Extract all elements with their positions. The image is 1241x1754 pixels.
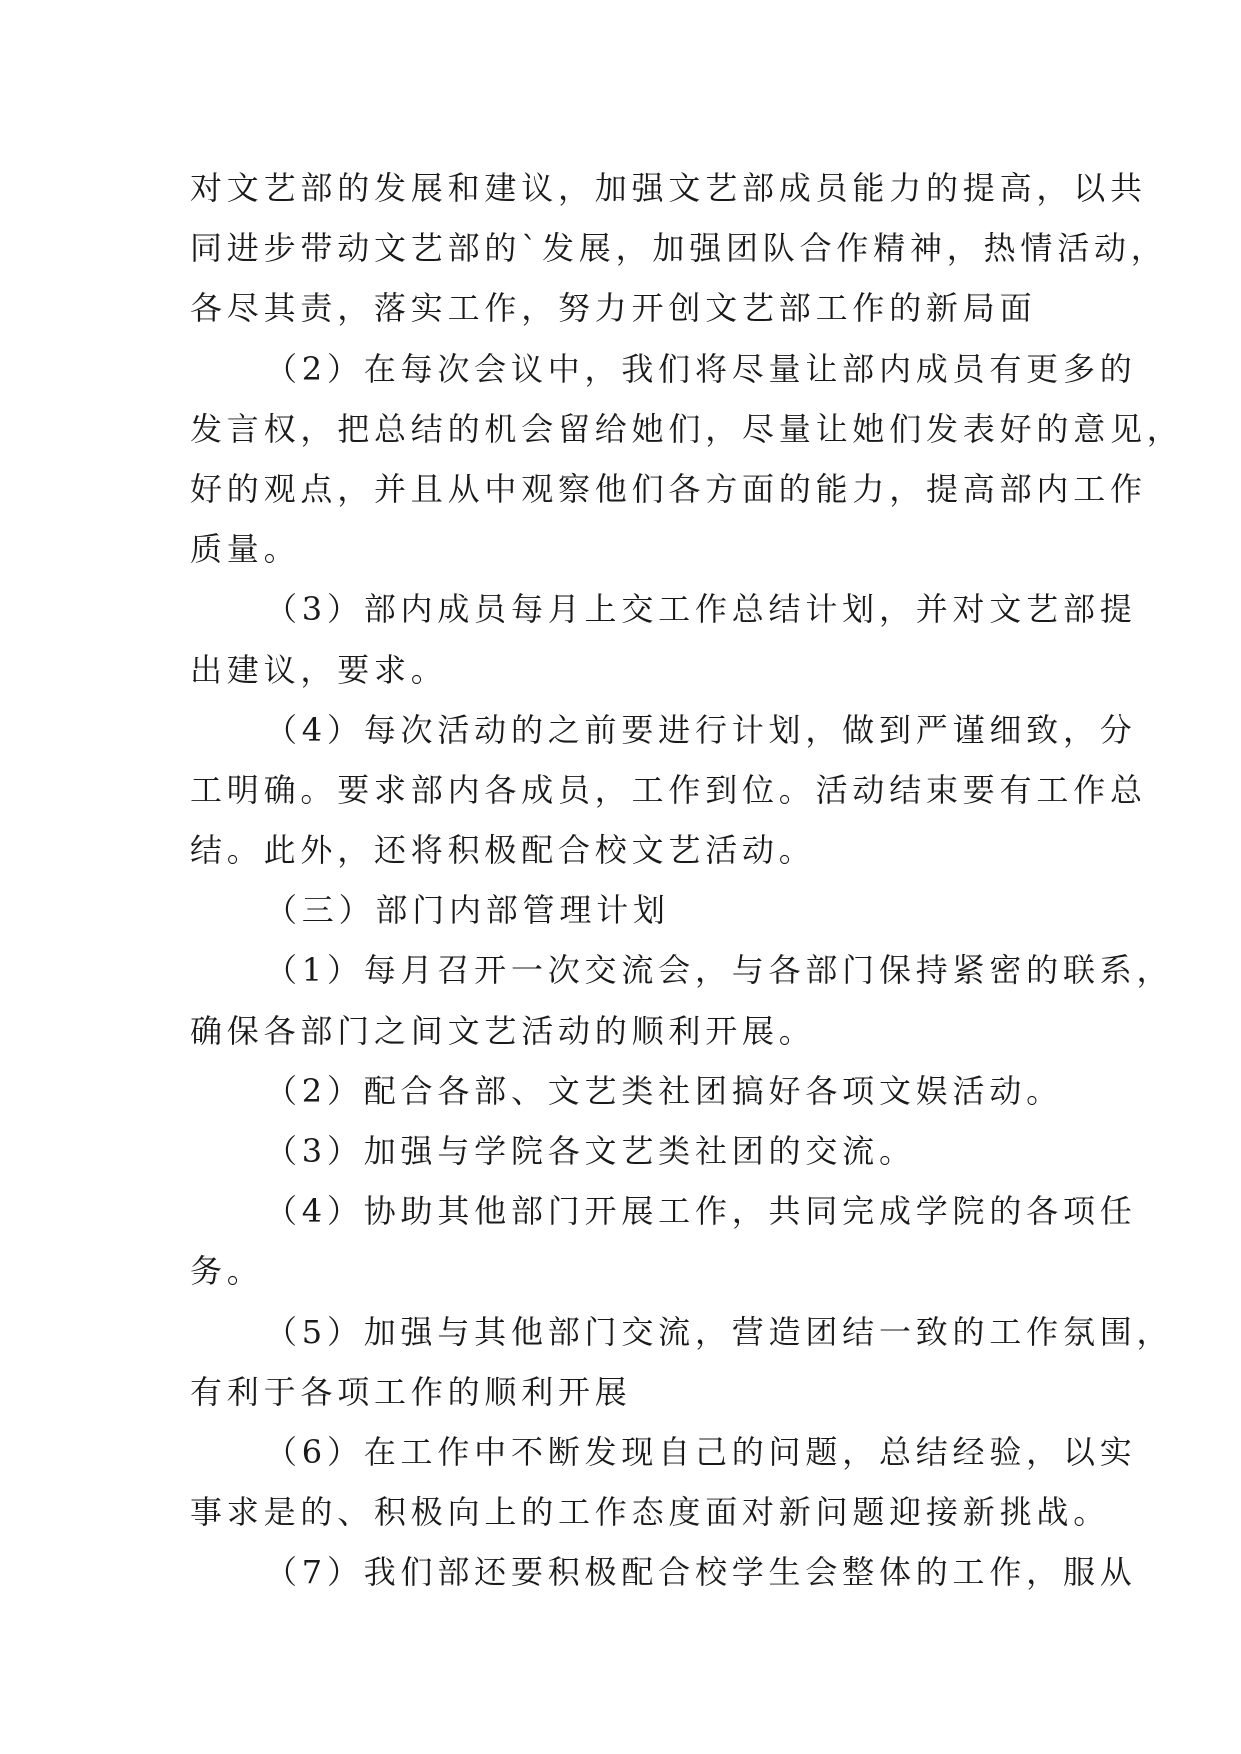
text-line: （2）在每次会议中，我们将尽量让部内成员有更多的	[265, 349, 1137, 388]
text-line: （6）在工作中不断发现自己的问题，总结经验，以实	[265, 1432, 1137, 1471]
text-line: 确保各部门之间文艺活动的顺利开展。	[190, 1011, 816, 1050]
document-body	[190, 158, 1184, 1603]
text-line: 务。	[190, 1252, 264, 1291]
text-line: 对文艺部的发展和建议，加强文艺部成员能力的提高，以共	[190, 169, 1147, 207]
text-line: （5）加强与其他部门交流，营造团结一致的工作氛围，	[265, 1312, 1174, 1351]
text-line: 各尽其责，落实工作，努力开创文艺部工作的新局面	[190, 289, 1037, 328]
text-line: 工明确。要求部内各成员，工作到位。活动结束要有工作总	[190, 770, 1147, 809]
text-line: 结。此外，还将积极配合校文艺活动。	[190, 831, 816, 870]
text-line: 质量。	[190, 530, 301, 569]
text-line: （1）每月召开一次交流会，与各部门保持紧密的联系，	[265, 951, 1174, 990]
text-line: （4）协助其他部门开展工作，共同完成学院的各项任	[265, 1192, 1137, 1231]
text-line: 有利于各项工作的顺利开展	[190, 1372, 632, 1411]
text-line: 事求是的、积极向上的工作态度面对新问题迎接新挑战。	[190, 1493, 1111, 1532]
text-line: （三）部门内部管理计划	[265, 891, 670, 930]
text-line: 发言权，把总结的机会留给她们，尽量让她们发表好的意见，	[190, 409, 1184, 448]
text-line: （3）加强与学院各文艺类社团的交流。	[265, 1132, 916, 1170]
text-line: （3）部内成员每月上交工作总结计划，并对文艺部提	[265, 590, 1137, 629]
text-line: （7）我们部还要积极配合校学生会整体的工作，服从	[265, 1553, 1137, 1592]
text-line: 好的观点，并且从中观察他们各方面的能力，提高部内工作	[190, 469, 1147, 508]
text-line: （2）配合各部、文艺类社团搞好各项文娱活动。	[265, 1071, 1063, 1110]
text-line: 出建议，要求。	[190, 650, 448, 689]
text-line: （4）每次活动的之前要进行计划，做到严谨细致，分	[265, 710, 1137, 749]
text-line: 同进步带动文艺部的`发展，加强团队合作精神，热情活动，	[190, 229, 1168, 268]
